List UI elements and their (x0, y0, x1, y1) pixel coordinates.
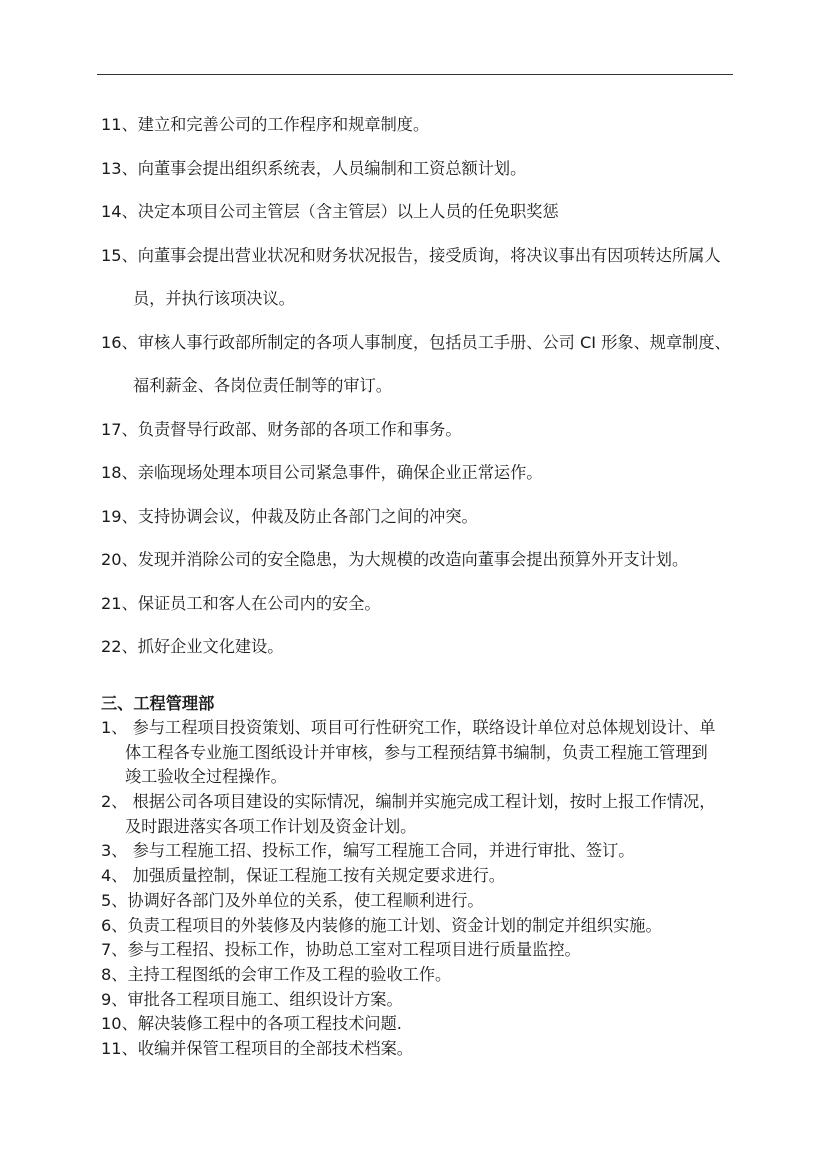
list-item (101, 321, 741, 408)
list-item (101, 716, 741, 790)
list-item-text: 13、向董事会提出组织系统表，人员编制和工资总额计划。 (101, 158, 527, 178)
list-item-text: 15、向董事会提出营业状况和财务状况报告，接受质询，将决议事出有因项转达所属人 (101, 245, 721, 265)
header-rule (97, 74, 733, 75)
list-item-text: 11、收编并保管工程项目的全部技术档案。 (101, 1038, 413, 1058)
list-item-continuation: 及时跟进落实各项工作计划及资金计划。 (125, 816, 417, 836)
list-item (101, 538, 741, 582)
list-item (101, 914, 741, 939)
list-item-text: 11、建立和完善公司的工作程序和规章制度。 (101, 115, 430, 134)
list-item-continuation: 体工程各专业施工图纸设计并审核，参与工程预结算书编制，负责工程施工管理到 (125, 742, 708, 762)
list-item-text: 4、 加强质量控制，保证工程施工按有关规定要求进行。 (101, 866, 505, 886)
list-item-text: 1、 参与工程项目投资策划、项目可行性研究工作，联络设计单位对总体规划设计、单 (101, 718, 716, 737)
list-item (101, 864, 741, 889)
list-item (101, 963, 741, 988)
list-item (101, 790, 741, 839)
list-item (101, 451, 741, 495)
list-item-text: 7、参与工程招、投标工作，协助总工室对工程项目进行质量监控。 (101, 940, 581, 960)
list-item (101, 408, 741, 452)
list-item-text: 6、负责工程项目的外装修及内装修的施工计划、资金计划的制定并组织实施。 (101, 915, 662, 935)
list-item-continuation: 福利薪金、各岗位责任制等的审订。 (133, 376, 392, 395)
list-item-text: 22、抓好企业文化建设。 (101, 637, 284, 656)
list-item-text: 5、协调好各部门及外单位的关系，使工程顺利进行。 (101, 890, 484, 910)
list-item-text: 21、保证员工和客人在公司内的安全。 (101, 593, 381, 613)
list-item (101, 103, 741, 147)
duty-list-general-manager (101, 103, 741, 669)
list-item-text: 16、审核人事行政部所制定的各项人事制度，包括员工手册、公司 CI 形象、规章制度、 (101, 332, 731, 352)
list-item-text: 19、支持协调会议，仲裁及防止各部门之间的冲突。 (101, 506, 478, 526)
list-item (101, 1037, 741, 1062)
list-item-continuation: 竣工验收全过程操作。 (125, 767, 287, 787)
list-item (101, 889, 741, 914)
list-item (101, 938, 741, 963)
list-item-text: 20、发现并消除公司的安全隐患，为大规模的改造向董事会提出预算外开支计划。 (101, 550, 689, 569)
list-item-text: 14、决定本项目公司主管层（含主管层）以上人员的任免职奖惩 (101, 202, 559, 221)
duty-list-engineering (101, 716, 741, 1062)
list-item (101, 1012, 741, 1037)
list-item (101, 582, 741, 626)
list-item (101, 839, 741, 864)
list-item-text: 3、 参与工程施工招、投标工作，编写工程施工合同，并进行审批、签订。 (101, 841, 635, 861)
list-item (101, 234, 741, 321)
list-item (101, 147, 741, 191)
list-item-text: 9、审批各工程项目施工、组织设计方案。 (101, 989, 403, 1009)
list-item-continuation: 员，并执行该项决议。 (133, 289, 295, 308)
list-item-text: 18、亲临现场处理本项目公司紧急事件，确保企业正常运作。 (101, 463, 543, 482)
list-item-text: 17、负责督导行政部、财务部的各项工作和事务。 (101, 419, 462, 439)
list-item-text: 8、主持工程图纸的会审工作及工程的验收工作。 (101, 964, 452, 984)
list-item-text: 10、解决装修工程中的各项工程技术问题. (101, 1014, 402, 1034)
section-engineering (101, 691, 741, 1062)
list-item (101, 495, 741, 539)
list-item (101, 988, 741, 1013)
section-heading: 三、工程管理部 (101, 694, 215, 713)
list-item (101, 625, 741, 669)
list-item (101, 190, 741, 234)
list-item-text: 2、 根据公司各项目建设的实际情况，编制并实施完成工程计划，按时上报工作情况， (101, 792, 716, 812)
